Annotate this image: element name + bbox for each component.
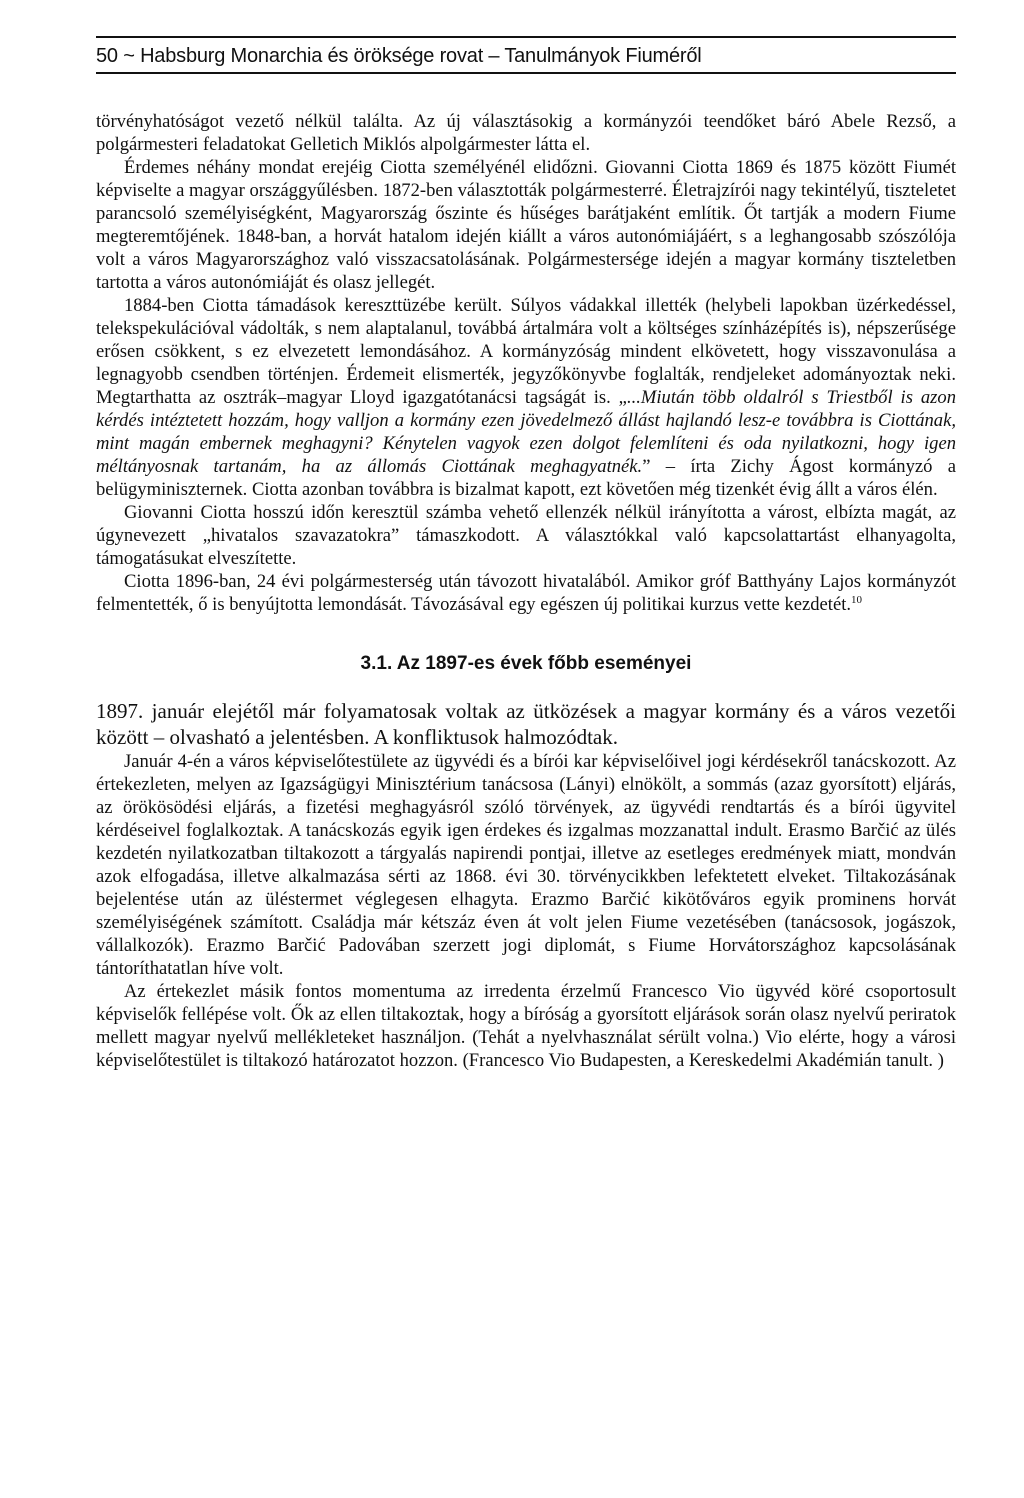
paragraph [96,294,956,501]
paragraph: törvényhatóságot vezető nélkül találta. Az új választásokig a kormányzói teendőket báró Abele Rezső, a polgármesteri feladatokat Gelletich Miklós alpolgármester látta el. [96,111,956,155]
quotation: ...Miután több oldalról s Triestből is azon kérdés intéztetett hozzám, hogy valljon a kormány ezen jövedelmező állást hajlandó lesz-e továbbra is Ciottának, mint magán embernek meghagyni? Kénytelen vagyok ezen dolgot felemlíteni és oda nyilatkozni, hogy igen méltányosnak tartanám, ha az állomás Ciottának meghagyatnék. [96,387,956,477]
page-body [96,110,956,1072]
header-title: Habsburg Monarchia és öröksége rovat – Tanulmányok Fiuméről [140,45,702,67]
paragraph-text: ” – írta Zichy Ágost kormányzó a belügyminiszternek. Ciotta azonban továbbra is bizalmat kapott, ezt követően még tizenkét évig állt a város élén. [96,456,956,500]
lead-paragraph: 1897. január elejétől már folyamatosak voltak az ütközések a magyar kormány és a város vezetői között – olvasható a jelentésben. A konfliktusok halmozódtak. [96,699,956,749]
footnote-marker[interactable]: 10 [851,593,863,606]
section-heading: 3.1. Az 1897-es évek főbb eseményei [360,653,692,674]
paragraph-text: Ciotta 1896-ban, 24 évi polgármesterség után távozott hivatalából. Amikor gróf Batthyány Lajos kormányzót felmentették, ő is benyújtotta lemondását. Távozásával egy egészen új politikai kurzus vette kezdetét. [96,571,956,615]
running-header [96,44,956,68]
paragraph-text: 1884-ben Ciotta támadások kereszttüzébe került. Súlyos vádakkal illették (helybeli lapokban üzérkedéssel, telekspekulációval vádolták, s nem alaptalanul, továbbá ártalmára volt a költséges színházépítés is), népszerűsége erősen csökkent, s ez elvezetett lemondásához. A kormányzóság mindent elkövetett, hogy visszavonulása a legnagyobb csendben történjen. Érdemeit elismerték, jegyzőkönyvbe foglalták, rendjeleket adományoztak neki. Megtarthatta az osztrák–magyar Lloyd igazgatótanácsi tagságát is. „ [96,295,956,408]
header-rule-bottom [96,72,956,74]
header-rule-top [96,36,956,38]
paragraph [96,570,956,616]
paragraph: Giovanni Ciotta hosszú időn keresztül számba vehető ellenzék nélkül irányította a várost, elbízta magát, az úgynevezett „hivatalos szavazatokra” támaszkodott. A választókkal való kapcsolattartást elhanyagolta, támogatásukat elveszítette. [96,502,956,569]
paragraph: Érdemes néhány mondat erejéig Ciotta személyénél elidőzni. Giovanni Ciotta 1869 és 1875 között Fiumét képviselte a magyar országgyűlésben. 1872-ben választották polgármesterré. Életrajzírói nagy tekintélyű, tiszteletet parancsoló személyiségként, Magyarország őszinte és hűséges barátjaként említik. Őt tartják a modern Fiume megteremtőjének. 1848-ban, a horvát hatalom idején kiállt a város autonómiájáért, s a leghangosabb szószólója volt a város Magyarországhoz való visszacsatolásának. Polgármestersége idején a magyar kormány tiszteletben tartotta a város autonómiáját és olasz jellegét. [96,157,956,293]
paragraph: Január 4-én a város képviselőtestülete az ügyvédi és a bírói kar képviselőivel jogi kérdésekről tanácskozott. Az értekezleten, melyen az Igazságügyi Minisztérium tanácsosa (Lányi) elnökölt, a sommás (azaz gyorsított) eljárás, az örökösödési eljárás, a fizetési meghagyásról szóló törvények, az ügyvédi rendtartás és a bírói ügyvitel kérdéseivel foglalkoztak. A tanácskozás egyik igen érdekes és izgalmas mozzanattal indult. Erasmo Barčić az ülés kezdetén nyilatkozatban tiltakozott a tárgyalás napirendi pontjai, illetve az esetleges eredmények miatt, mondván azok elfogadása, illetve alkalmazása sérti az 1868. évi 30. törvénycikkben lefektetett elveket. Tiltakozásának bejelentése után az üléstermet véglegesen elhagyta. Erazmo Barčić kikötőváros egyik prominens horvát személyiségének számított. Családja már kétszáz éven át volt jelen Fiume vezetésében (tanácsosok, jogászok, vállalkozók). Erazmo Barčić Padovában szerzett jogi diplomát, s Fiume Horvátországhoz kapcsolásának tántoríthatatlan híve volt. [96,751,956,979]
paragraph: Az értekezlet másik fontos momentuma az irredenta érzelmű Francesco Vio ügyvéd köré csoportosult képviselők fellépése volt. Ők az ellen tiltakoztak, hogy a bíróság a gyorsított eljárások során olasz nyelvű periratok mellett magyar nyelvű mellékleteket használjon. (Tehát a nyelvhasználat sérült volna.) Vio elérte, hogy a városi képviselőtestület is tiltakozó határozatot hozzon. (Francesco Vio Budapesten, a Kereskedelmi Akadémián tanult. ) [96,981,956,1071]
page-number: 50 [96,45,118,67]
header-separator: ~ [123,45,135,67]
